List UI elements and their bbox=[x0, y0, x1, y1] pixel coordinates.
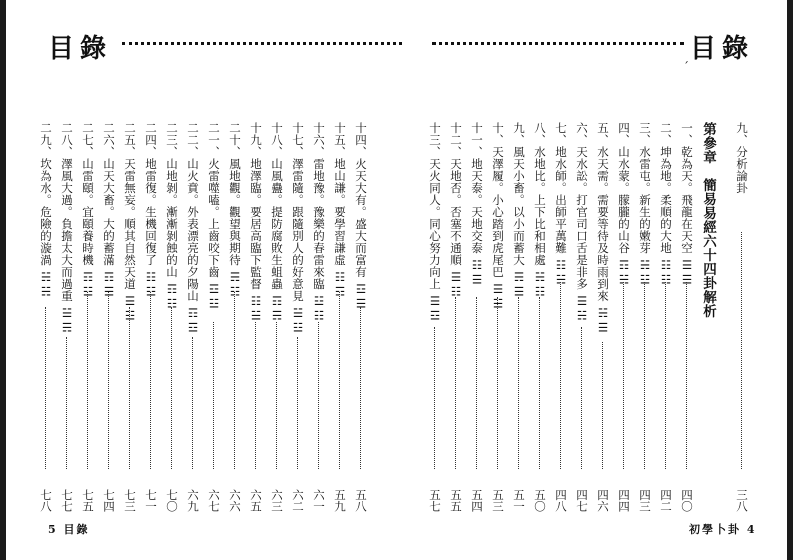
entry-title: 十三、天火同人。同心努力向上 ☰☲ bbox=[428, 122, 442, 324]
toc-entry bbox=[531, 122, 549, 512]
toc-entry bbox=[100, 122, 118, 512]
entry-title: 一、乾為天。飛龍在天空 ☰☰ bbox=[680, 122, 694, 288]
entry-title: 二六、山天大畜。大的蓄滿 ☶☰ bbox=[102, 122, 116, 300]
dot-leader bbox=[339, 292, 340, 469]
toc-entry bbox=[184, 122, 202, 512]
dot-leader bbox=[45, 307, 46, 469]
toc-entry bbox=[426, 122, 444, 512]
entry-page-number: 六九 bbox=[186, 489, 200, 512]
dot-leader bbox=[171, 307, 172, 469]
entry-page-number: 四八 bbox=[554, 489, 568, 512]
right-page-title: 目錄 bbox=[690, 34, 755, 64]
toc-entry bbox=[310, 122, 328, 512]
toc-entry bbox=[352, 122, 370, 512]
dot-leader bbox=[434, 327, 435, 469]
dot-leader bbox=[318, 322, 319, 469]
entry-page-number: 四六 bbox=[596, 489, 610, 512]
dot-leader bbox=[686, 282, 687, 469]
dot-leader bbox=[87, 292, 88, 469]
dot-leader bbox=[623, 282, 624, 469]
entry-title: 二四、地雷復。生機回復了 ☷☳ bbox=[144, 122, 158, 300]
entry-page-number: 七八 bbox=[39, 489, 53, 512]
entry-page-number: 五〇 bbox=[533, 489, 547, 512]
toc-entry bbox=[163, 122, 181, 512]
stray-mark: ˊ bbox=[683, 60, 689, 74]
entry-title: 二九、坎為水。危險的漩渦 ☵☵ bbox=[39, 122, 53, 300]
dot-leader bbox=[581, 327, 582, 469]
entry-page-number: 四二 bbox=[659, 489, 673, 512]
toc-entry bbox=[733, 122, 751, 512]
entry-page-number: 五九 bbox=[333, 489, 347, 512]
right-title-rule bbox=[432, 42, 684, 45]
entry-title: 十九、地澤臨。要居高臨下監督 ☷☱ bbox=[249, 122, 263, 324]
right-page-footer: 初學卜卦 4 bbox=[689, 523, 757, 536]
entry-title: 十、天澤履。小心踏到虎尾巴 ☰☱ bbox=[491, 122, 505, 312]
toc-entry bbox=[58, 122, 76, 512]
dot-leader bbox=[539, 297, 540, 469]
entry-title: 十七、澤雷隨。跟隨別人的好意見 ☱☳ bbox=[291, 122, 305, 336]
dot-leader bbox=[476, 297, 477, 469]
dot-leader bbox=[741, 232, 742, 469]
entry-title: 十四、火天大有。盛大而富有 ☲☰ bbox=[354, 122, 368, 312]
dot-leader bbox=[129, 307, 130, 469]
dot-leader bbox=[360, 307, 361, 469]
dot-leader bbox=[497, 297, 498, 469]
dot-leader bbox=[66, 337, 67, 469]
toc-entry bbox=[331, 122, 349, 512]
entry-title: 四、山水蒙。朦朧的山谷 ☶☵ bbox=[617, 122, 631, 288]
entry-page-number: 五一 bbox=[512, 489, 526, 512]
entry-title: 八、水地比。上下比和相處 ☵☷ bbox=[533, 122, 547, 300]
entry-title: 九、風天小畜。以小而蓄大 ☴☰ bbox=[512, 122, 526, 300]
entry-page-number: 五七 bbox=[428, 489, 442, 512]
toc-entry bbox=[289, 122, 307, 512]
dot-leader bbox=[108, 292, 109, 469]
entry-page-number: 七一 bbox=[144, 489, 158, 512]
dot-leader bbox=[297, 337, 298, 469]
entry-title: 六、天水訟。打官司口舌是非多 ☰☵ bbox=[575, 122, 589, 324]
entry-title: 二三、山地剝。漸漸剝蝕的山 ☶☷ bbox=[165, 122, 179, 312]
toc-entry bbox=[489, 122, 507, 512]
dot-leader bbox=[602, 342, 603, 469]
toc-entry bbox=[247, 122, 265, 512]
entry-title: 十一、地天泰。天地交泰 ☷☰ bbox=[470, 122, 484, 288]
entry-page-number: 七七 bbox=[60, 489, 74, 512]
dot-leader bbox=[665, 282, 666, 469]
entry-page-number: 七〇 bbox=[165, 489, 179, 512]
dot-leader bbox=[255, 322, 256, 469]
dot-leader bbox=[234, 292, 235, 469]
entry-title: 二八、澤風大過。負擔太大而過重 ☱☴ bbox=[60, 122, 74, 336]
toc-entry bbox=[268, 122, 286, 512]
entry-title: 二七、山雷頤。宜頤養時機 ☶☳ bbox=[81, 122, 95, 300]
dot-leader bbox=[518, 297, 519, 469]
entry-title: 二二、山火賁。外表漂亮的夕陽山 ☶☲ bbox=[186, 122, 200, 336]
dot-leader bbox=[276, 322, 277, 469]
chapter-title: 第參章 簡易易經六十四卦解析 bbox=[700, 122, 716, 318]
entry-title: 二、坤為地。柔順的大地 ☷☷ bbox=[659, 122, 673, 288]
dot-leader bbox=[192, 337, 193, 469]
left-title-rule bbox=[122, 42, 402, 45]
entry-title: 十八、山風蠱。提防腐敗生蛆蟲 ☶☴ bbox=[270, 122, 284, 324]
entry-page-number: 六一 bbox=[312, 489, 326, 512]
entry-page-number: 七四 bbox=[102, 489, 116, 512]
dot-leader bbox=[644, 282, 645, 469]
toc-columns bbox=[0, 122, 793, 517]
entry-title: 九、分析論卦 bbox=[735, 122, 749, 194]
entry-title: 十六、雷地豫。豫樂的春雷來臨 ☳☷ bbox=[312, 122, 326, 324]
toc-entry bbox=[636, 122, 654, 512]
toc-entry bbox=[226, 122, 244, 512]
entry-title: 十五、地山謙。要學習謙虛 ☷☶ bbox=[333, 122, 347, 300]
entry-page-number: 四七 bbox=[575, 489, 589, 512]
entry-title: 二十、風地觀。觀望與期待 ☴☷ bbox=[228, 122, 242, 300]
toc-entry bbox=[205, 122, 223, 512]
dot-leader bbox=[455, 297, 456, 469]
entry-title: 七、地水師。出師平萬難 ☷☵ bbox=[554, 122, 568, 288]
entry-page-number: 六七 bbox=[207, 489, 221, 512]
entry-title: 十二、天地否。否塞不通順 ☰☷ bbox=[449, 122, 463, 300]
entry-page-number: 五四 bbox=[470, 489, 484, 512]
entry-page-number: 六六 bbox=[228, 489, 242, 512]
entry-page-number: 六三 bbox=[270, 489, 284, 512]
entry-page-number: 五五 bbox=[449, 489, 463, 512]
entry-page-number: 三八 bbox=[735, 489, 749, 512]
toc-entry bbox=[678, 122, 696, 512]
entry-title: 二五、天雷無妄。順其自然天道 ☰☳ bbox=[123, 122, 137, 324]
toc-entry bbox=[657, 122, 675, 512]
toc-entry bbox=[510, 122, 528, 512]
entry-title: 五、水天需。需要等待及時雨到來 ☵☰ bbox=[596, 122, 610, 336]
entry-page-number: 七三 bbox=[123, 489, 137, 512]
dot-leader bbox=[150, 292, 151, 469]
entry-page-number: 五三 bbox=[491, 489, 505, 512]
toc-entry bbox=[37, 122, 55, 512]
toc-entry bbox=[552, 122, 570, 512]
toc-entry bbox=[615, 122, 633, 512]
entry-page-number: 四三 bbox=[638, 489, 652, 512]
left-page-footer: 5 目錄 bbox=[48, 523, 90, 536]
entry-page-number: 五八 bbox=[354, 489, 368, 512]
entry-page-number: 六五 bbox=[249, 489, 263, 512]
dot-leader bbox=[560, 282, 561, 469]
entry-title: 三、水雷屯。新生的嫩芽 ☵☳ bbox=[638, 122, 652, 288]
toc-entry bbox=[594, 122, 612, 512]
left-page-title: 目錄 bbox=[48, 34, 113, 64]
toc-entry bbox=[121, 122, 139, 512]
entry-page-number: 六二 bbox=[291, 489, 305, 512]
dot-leader bbox=[213, 322, 214, 469]
toc-chapter-heading bbox=[699, 122, 717, 512]
toc-entry bbox=[79, 122, 97, 512]
entry-page-number: 四四 bbox=[617, 489, 631, 512]
entry-page-number: 四〇 bbox=[680, 489, 694, 512]
toc-entry bbox=[468, 122, 486, 512]
toc-entry bbox=[573, 122, 591, 512]
entry-page-number: 七五 bbox=[81, 489, 95, 512]
entry-title: 二一、火雷噬嗑。上齒咬下齒 ☲☳ bbox=[207, 122, 221, 312]
toc-entry bbox=[142, 122, 160, 512]
toc-entry bbox=[447, 122, 465, 512]
